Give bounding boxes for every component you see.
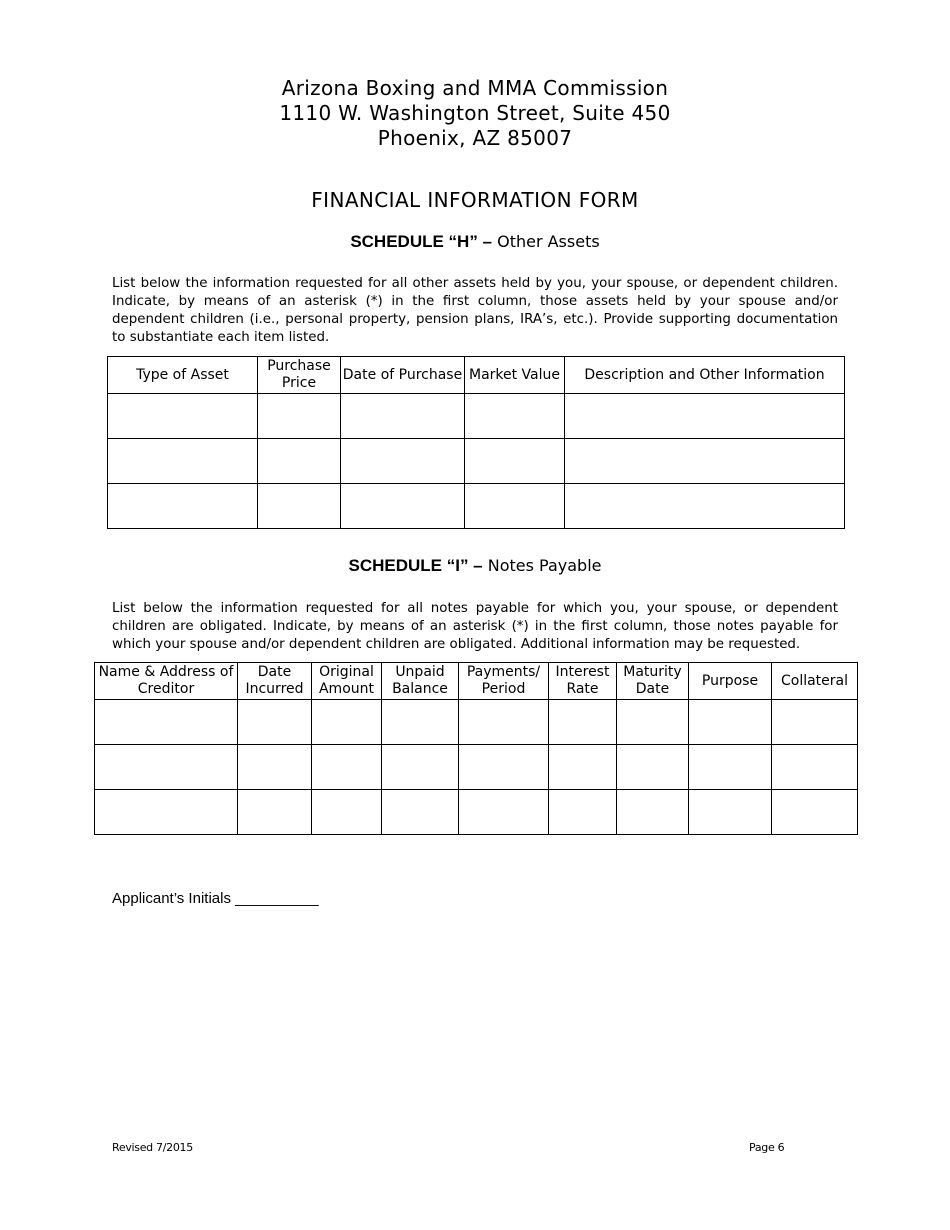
table-cell[interactable]: [689, 745, 772, 790]
schedule-h-heading: [0, 232, 950, 252]
table-cell[interactable]: [565, 394, 845, 439]
table-cell[interactable]: [689, 700, 772, 745]
schedule-h-name: Other Assets: [497, 232, 600, 251]
schedule-i-header-row: [95, 663, 858, 700]
commission-header: [0, 76, 950, 151]
schedule-i-name: Notes Payable: [487, 556, 602, 575]
table-cell[interactable]: [341, 394, 465, 439]
table-cell[interactable]: [617, 745, 689, 790]
applicant-initials-field[interactable]: Applicant’s Initials __________: [112, 890, 319, 907]
commission-street: 1110 W. Washington Street, Suite 450: [279, 101, 671, 125]
table-cell[interactable]: [382, 700, 459, 745]
schedule-i-table: [94, 662, 858, 835]
col-interest-rate: Interest Rate: [549, 663, 617, 700]
col-description: Description and Other Information: [565, 357, 845, 394]
schedule-h-table: [107, 356, 845, 529]
table-cell[interactable]: [465, 439, 565, 484]
schedule-i-instructions: List below the information requested for all notes payable for which you, your spouse, or dependent children are obligated. Indicate, by means of an asterisk (*) in the first column, those notes payable for which your spouse and/or dependent children are obligated. Additional information may be requested.: [112, 601, 838, 652]
col-payments-period: Payments/ Period: [459, 663, 549, 700]
col-market-value: Market Value: [465, 357, 565, 394]
col-date-of-purchase: Date of Purchase: [341, 357, 465, 394]
table-row: [95, 745, 858, 790]
table-cell[interactable]: [312, 790, 382, 835]
col-maturity-date: Maturity Date: [617, 663, 689, 700]
table-cell[interactable]: [238, 745, 312, 790]
col-creditor: Name & Address of Creditor: [95, 663, 238, 700]
table-cell[interactable]: [108, 394, 258, 439]
table-cell[interactable]: [312, 745, 382, 790]
col-purpose: Purpose: [689, 663, 772, 700]
table-cell[interactable]: [238, 790, 312, 835]
col-collateral: Collateral: [772, 663, 858, 700]
col-type-of-asset: Type of Asset: [108, 357, 258, 394]
table-cell[interactable]: [565, 439, 845, 484]
col-original-amount: Original Amount: [312, 663, 382, 700]
schedule-h-header-row: [108, 357, 845, 394]
revised-date: Revised 7/2015: [112, 1141, 193, 1154]
col-date-incurred: Date Incurred: [238, 663, 312, 700]
schedule-i-heading: [0, 556, 950, 576]
table-row: [95, 790, 858, 835]
table-cell[interactable]: [772, 745, 858, 790]
table-cell[interactable]: [465, 484, 565, 529]
table-cell[interactable]: [459, 745, 549, 790]
table-cell[interactable]: [689, 790, 772, 835]
table-row: [108, 484, 845, 529]
table-cell[interactable]: [549, 790, 617, 835]
table-cell[interactable]: [108, 484, 258, 529]
commission-city: Phoenix, AZ 85007: [377, 126, 573, 150]
table-cell[interactable]: [382, 790, 459, 835]
table-cell[interactable]: [617, 700, 689, 745]
table-cell[interactable]: [341, 484, 465, 529]
table-cell[interactable]: [95, 745, 238, 790]
table-row: [95, 700, 858, 745]
col-purchase-price: Purchase Price: [258, 357, 341, 394]
table-cell[interactable]: [617, 790, 689, 835]
table-cell[interactable]: [459, 700, 549, 745]
table-cell[interactable]: [108, 439, 258, 484]
table-cell[interactable]: [258, 439, 341, 484]
table-cell[interactable]: [341, 439, 465, 484]
table-cell[interactable]: [95, 700, 238, 745]
table-cell[interactable]: [465, 394, 565, 439]
table-cell[interactable]: [258, 394, 341, 439]
table-row: [108, 439, 845, 484]
schedule-i-label: SCHEDULE “I” –: [348, 556, 483, 575]
schedule-h-label: SCHEDULE “H” –: [350, 232, 492, 251]
commission-name: Arizona Boxing and MMA Commission: [281, 76, 669, 100]
table-cell[interactable]: [459, 790, 549, 835]
table-row: [108, 394, 845, 439]
schedule-h-instructions: List below the information requested for all other assets held by you, your spouse, or dependent children. Indicate, by means of an asterisk (*) in the first column, those assets held by your spouse and/or dependent children (i.e., personal property, pension plans, IRA’s, etc.). Provide supporting documentation to substantiate each item listed.: [112, 276, 838, 345]
table-cell[interactable]: [772, 700, 858, 745]
table-cell[interactable]: [238, 700, 312, 745]
form-title: FINANCIAL INFORMATION FORM: [311, 188, 639, 212]
table-cell[interactable]: [312, 700, 382, 745]
table-cell[interactable]: [549, 700, 617, 745]
col-unpaid-balance: Unpaid Balance: [382, 663, 459, 700]
table-cell[interactable]: [95, 790, 238, 835]
table-cell[interactable]: [549, 745, 617, 790]
table-cell[interactable]: [382, 745, 459, 790]
table-cell[interactable]: [772, 790, 858, 835]
table-cell[interactable]: [565, 484, 845, 529]
table-cell[interactable]: [258, 484, 341, 529]
page-number: Page 6: [749, 1141, 785, 1154]
